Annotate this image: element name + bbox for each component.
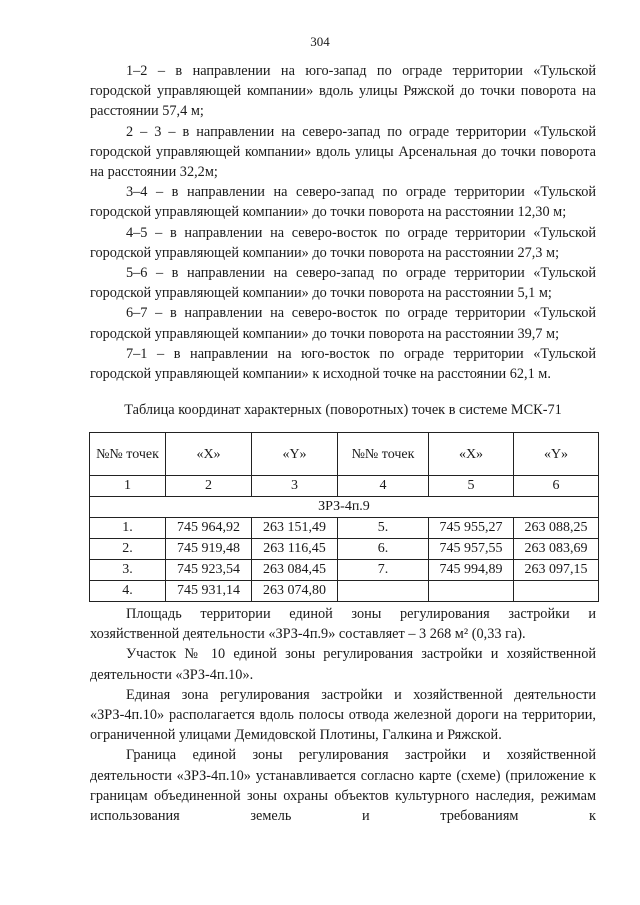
- table-cell: 263 116,45: [252, 539, 338, 560]
- header-point-number: №№ точек: [338, 433, 429, 476]
- table-row: [90, 560, 599, 581]
- boundary-segment-5-6: 5–6 – в направлении на северо-запад по ограде территории «Тульской городской управляющей компании» до точки поворота на расстоянии 5,1 м;: [90, 265, 596, 302]
- boundary-segment-7-1: 7–1 – в направлении на юго-восток по ограде территории «Тульской городской управляющей компании» к исходной точке на расстоянии 62,1 м.: [90, 345, 596, 383]
- page-number: 304: [310, 34, 330, 49]
- table-cell: 1.: [90, 518, 166, 539]
- zone-label-row: [90, 497, 599, 518]
- table-row: [90, 539, 599, 560]
- column-number: 4: [338, 476, 429, 497]
- column-number: 5: [429, 476, 514, 497]
- table-row: [90, 518, 599, 539]
- zone-description: [90, 604, 596, 826]
- table-cell: 4.: [90, 581, 166, 602]
- boundary-segment-1-2: 1–2 – в направлении на юго-запад по ограде территории «Тульской городской управляющей компании» вдоль улицы Ряжской до точки поворота на расстоянии 57,4 м;: [90, 63, 596, 120]
- zone-location-paragraph: Единая зона регулирования застройки и хозяйственной деятельности «ЗРЗ-4п.10» располагается вдоль полосы отвода железной дороги на территории, ограниченной улицами Демидовской Плотины, Галкина и Ряжской.: [90, 686, 596, 744]
- table-cell: 3.: [90, 560, 166, 581]
- column-numbers-row: [90, 476, 599, 497]
- column-number: 3: [252, 476, 338, 497]
- table-cell: 6.: [338, 539, 429, 560]
- table-row: [90, 581, 599, 602]
- table-cell: 7.: [338, 560, 429, 581]
- boundary-segment-2-3: 2 – 3 – в направлении на северо-запад по ограде территории «Тульской городской управляющей компании» вдоль улицы Арсенальная до точки поворота на расстоянии 32,2м;: [90, 123, 596, 181]
- boundary-segment-3-4: 3–4 – в направлении на северо-запад по ограде территории «Тульской городской управляющей компании» до точки поворота на расстоянии 12,30 м;: [90, 184, 596, 221]
- table-cell: 263 084,45: [252, 560, 338, 581]
- table-cell: 745 994,89: [429, 560, 514, 581]
- table-cell: 745 931,14: [166, 581, 252, 602]
- header-y: «Y»: [252, 433, 338, 476]
- column-number: 1: [90, 476, 166, 497]
- header-x: «X»: [166, 433, 252, 476]
- zone-boundary-paragraph: Граница единой зоны регулирования застройки и хозяйственной деятельности «ЗРЗ-4п.10» устанавливается согласно карте (схеме) (приложение к границам объединенной зоны охраны объектов культурного наследия, режимам использования земель и требованиям к: [90, 747, 596, 825]
- column-number: 6: [514, 476, 599, 497]
- boundary-segment-6-7: 6–7 – в направлении на северо-восток по ограде территории «Тульской городской управляющей компании» до точки поворота на расстоянии 39,7 м;: [90, 305, 596, 342]
- table-cell: 745 923,54: [166, 560, 252, 581]
- header-y: «Y»: [514, 433, 599, 476]
- zone-area-paragraph: Площадь территории единой зоны регулирования застройки и хозяйственной деятельности «ЗРЗ-4п.9» составляет – 3 268 м² (0,33 га).: [90, 606, 596, 643]
- table-cell: [514, 581, 599, 602]
- table-cell: 2.: [90, 539, 166, 560]
- table-cell: [429, 581, 514, 602]
- header-x: «X»: [429, 433, 514, 476]
- column-number: 2: [166, 476, 252, 497]
- table-cell: 263 097,15: [514, 560, 599, 581]
- table-caption: Таблица координат характерных (поворотных) точек в системе МСК-71: [124, 402, 562, 418]
- table-cell: 263 151,49: [252, 518, 338, 539]
- coordinates-table: [89, 432, 599, 602]
- zone-label: ЗРЗ-4п.9: [90, 497, 599, 518]
- table-cell: 745 964,92: [166, 518, 252, 539]
- table-cell: [338, 581, 429, 602]
- table-cell: 745 957,55: [429, 539, 514, 560]
- table-cell: 5.: [338, 518, 429, 539]
- plot-10-paragraph: Участок № 10 единой зоны регулирования застройки и хозяйственной деятельности «ЗРЗ-4п.10».: [90, 646, 596, 683]
- table-cell: 263 074,80: [252, 581, 338, 602]
- table-cell: 263 083,69: [514, 539, 599, 560]
- header-point-number: №№ точек: [90, 433, 166, 476]
- table-header-row: [90, 433, 599, 476]
- boundary-description: [90, 61, 596, 384]
- table-cell: 263 088,25: [514, 518, 599, 539]
- table-cell: 745 919,48: [166, 539, 252, 560]
- boundary-segment-4-5: 4–5 – в направлении на северо-восток по ограде территории «Тульской городской управляющей компании» до точки поворота на расстоянии 27,3 м;: [90, 224, 596, 261]
- table-cell: 745 955,27: [429, 518, 514, 539]
